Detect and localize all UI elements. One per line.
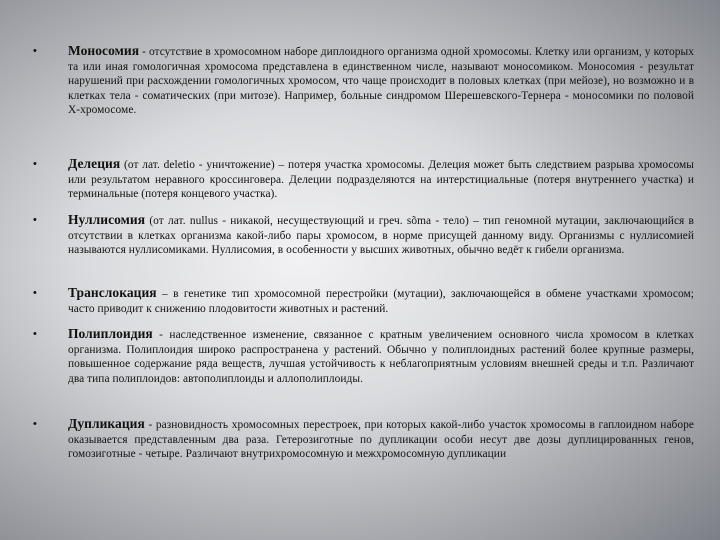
definition-text-polyploidy: - наследственное изменение, связанное с кратным увеличением основного числа хромосом в клетках организма. Полиплоидия широко распространена у растений. Обычно у полиплоидных растений более крупные размеры, повышенное содержание ряда веществ, лучшая устойчивость к неблагоприятным условиям внешней среды и т.п. Различают два типа полиплоидов: автополиплоиды и аллополиплоиды. bbox=[68, 329, 694, 385]
definition-polyploidy bbox=[68, 327, 694, 386]
term-translocation: Транслокация bbox=[68, 285, 157, 300]
bullet-marker: • bbox=[33, 45, 37, 57]
term-deletion: Делеция bbox=[68, 156, 121, 171]
term-nullisomy: Нуллисомия bbox=[68, 212, 146, 227]
definition-text-duplication: - разновидность хромосомных перестроек, при которых какой-либо участок хромосомы в гаплоидном наборе оказывается представленным два раза. Гетерозиготные по дупликации особи несут две дозы дуплицированных генов, гомозиготные - четыре. Различают внутрихромосомную и межхромосомную дупликации bbox=[68, 419, 694, 461]
bullet-marker: • bbox=[33, 328, 37, 340]
definition-deletion bbox=[68, 157, 694, 202]
bullet-marker: • bbox=[33, 418, 37, 430]
term-monosomy: Моносомия bbox=[68, 43, 140, 58]
definition-text-translocation: – в генетике тип хромосомной перестройки (мутации), заключающейся в обмене участками хромосом; часто приводит к снижению плодовитости животных и растений. bbox=[68, 288, 694, 315]
definition-translocation bbox=[68, 286, 694, 316]
term-polyploidy: Полиплоидия bbox=[68, 326, 153, 341]
definition-text-nullisomy: (от лат. nullus - никакой, несуществующий и греч. sõma - тело) – тип геномной мутации, заключающийся в отсутствии в клетках организма какой-либо пары хромосом, в норме присущей данному виду. Организмы с нуллисомией называются нуллисомиками. Нуллисомия, в особенности у высших животных, обычно ведёт к гибели организма. bbox=[68, 215, 694, 257]
definition-duplication bbox=[68, 417, 694, 462]
definition-monosomy bbox=[68, 44, 694, 118]
term-duplication: Дупликация bbox=[68, 416, 145, 431]
bullet-marker: • bbox=[33, 158, 37, 170]
bullet-marker: • bbox=[33, 287, 37, 299]
definition-nullisomy bbox=[68, 213, 694, 258]
definition-text-monosomy: - отсутствие в хромосомном наборе диплоидного организма одной хромосомы. Клетку или организм, у которых та или иная гомологичная хромосома представлена в единственном числе, называют моносомиком. Моносомия - результат нарушений при расхождении гомологичных хромосом, что чаще происходит в половых клетках (при мейозе), но возможно и в клетках тела - соматических (при митозе). Например, больные синдромом Шерешевского-Тернера - моносомики по половой Х-хромосоме. bbox=[68, 46, 694, 117]
bullet-marker: • bbox=[33, 214, 37, 226]
definition-text-deletion: (от лат. deletio - уничтожение) – потеря участка хромосомы. Делеция может быть следствием разрыва хромосомы или результатом неравного кроссинговера. Делеции подразделяются на интерстициальные (потеря внутреннего участка) и терминальные (потеря концевого участка). bbox=[68, 159, 694, 201]
